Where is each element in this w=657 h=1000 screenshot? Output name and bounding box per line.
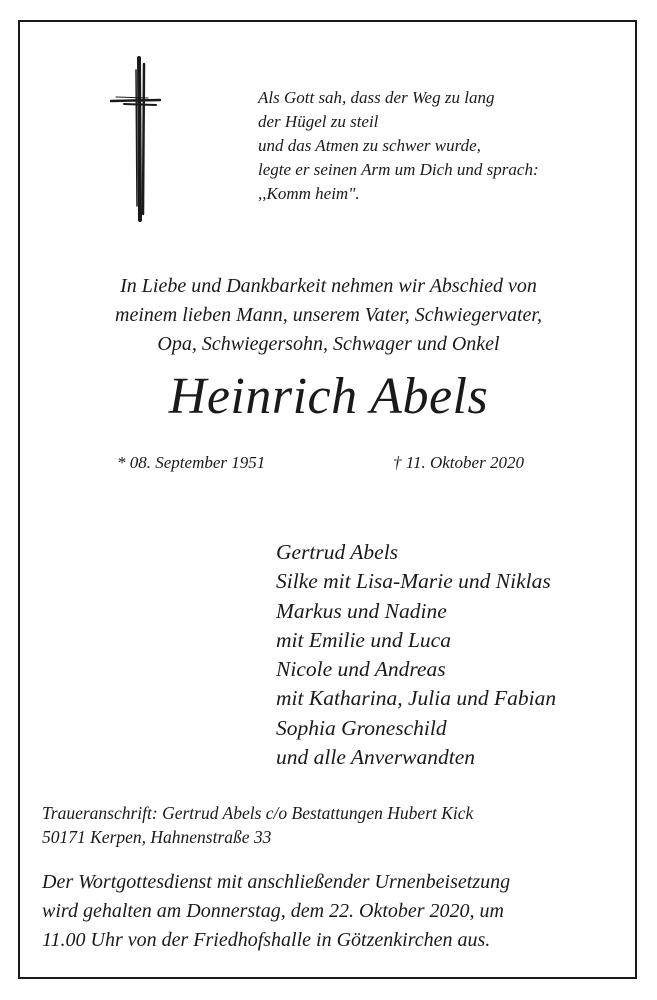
cross-icon [110,56,162,222]
mourner: und alle Anverwandten [276,745,476,770]
mourners-list [276,538,556,772]
mourner: mit Emilie und Luca [276,627,451,652]
poem-line: der Hügel zu steil [258,112,379,131]
mourning-address [42,801,473,849]
farewell-line: Opa, Schwiegersohn, Schwager und Onkel [157,333,500,355]
service-line: Der Wortgottesdienst mit anschließender Urnenbeisetzung [42,871,511,893]
service-line: 11.00 Uhr von der Friedhofshalle in Götzenkirchen aus. [42,929,491,951]
farewell-line: meinem lieben Mann, unserem Vater, Schwiegervater, [115,304,542,326]
farewell-text [0,272,657,359]
service-line: wird gehalten am Donnerstag, dem 22. Oktober 2020, um [42,900,504,922]
mourner: Silke mit Lisa-Marie und Niklas [276,569,551,594]
poem-line: ,,Komm heim". [258,184,360,203]
mourner: Nicole und Andreas [276,657,446,682]
poem [258,86,539,206]
poem-line: legte er seinen Arm um Dich und sprach: [258,160,539,179]
death-date: † 11. Oktober 2020 [393,453,524,472]
poem-line: und das Atmen zu schwer wurde, [258,136,481,155]
address-line: 50171 Kerpen, Hahnenstraße 33 [42,827,272,847]
deceased-name: Heinrich Abels [168,368,489,425]
mourner: Sophia Groneschild [276,715,447,740]
farewell-line: In Liebe und Dankbarkeit nehmen wir Abschied von [120,275,537,297]
birth-date: * 08. September 1951 [117,453,266,472]
poem-line: Als Gott sah, dass der Weg zu lang [258,88,495,107]
mourner: Gertrud Abels [276,540,399,564]
address-line: Traueranschrift: Gertrud Abels c/o Bestattungen Hubert Kick [42,803,474,823]
service-info [42,868,510,955]
mourner: Markus und Nadine [276,598,447,623]
mourner: mit Katharina, Julia und Fabian [276,686,557,711]
